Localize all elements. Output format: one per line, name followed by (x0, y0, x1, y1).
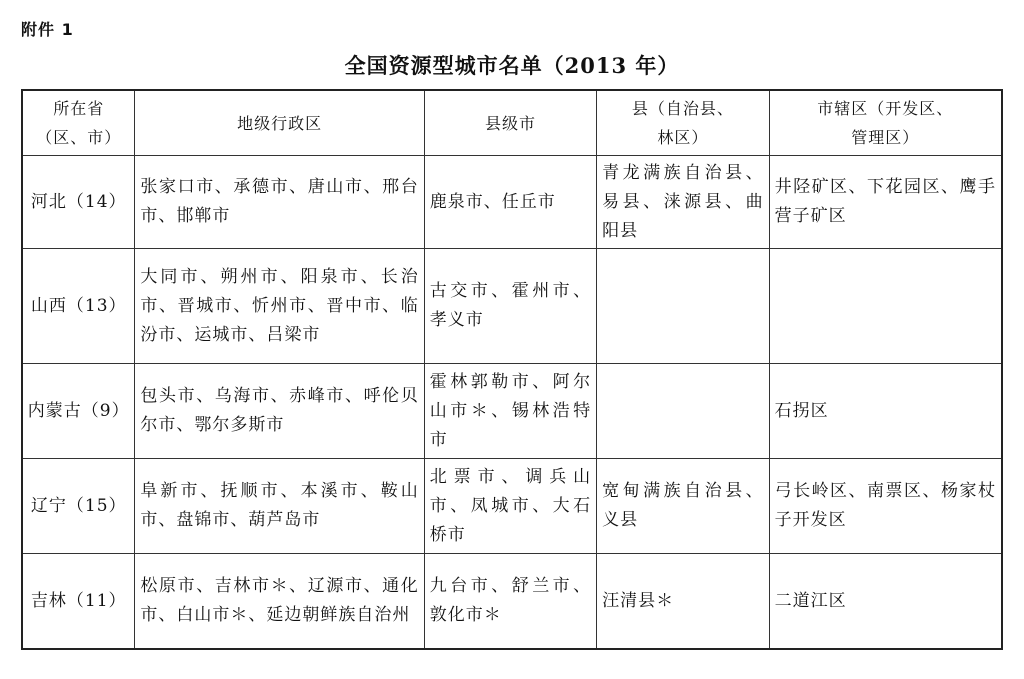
cell-prefecture: 包头市、乌海市、赤峰市、呼伦贝尔市、鄂尔多斯市 (135, 364, 424, 459)
table-row (22, 554, 1002, 650)
cell-province: 吉林（11） (22, 554, 135, 650)
cell-province: 内蒙古（9） (22, 364, 135, 459)
attachment-label: 附件 1 (21, 20, 74, 39)
resource-cities-table (21, 89, 1003, 650)
header-county (597, 90, 769, 156)
cell-district: 弓长岭区、南票区、杨家杖子开发区 (769, 459, 1002, 554)
table-row (22, 459, 1002, 554)
document-title: 全国资源型城市名单（2013 年） (344, 53, 680, 78)
cell-prefecture: 阜新市、抚顺市、本溪市、鞍山市、盘锦市、葫芦岛市 (135, 459, 424, 554)
cell-district: 二道江区 (769, 554, 1002, 650)
cell-province: 山西（13） (22, 249, 135, 364)
cell-prefecture: 张家口市、承德市、唐山市、邢台市、邯郸市 (135, 156, 424, 249)
cell-district: 石拐区 (769, 364, 1002, 459)
header-district-line2: 管理区） (851, 128, 920, 147)
header-district (769, 90, 1002, 156)
header-county-line1: 县（自治县、 (631, 99, 734, 118)
cell-county (597, 364, 769, 459)
header-province-line2: （区、市） (36, 128, 122, 147)
table-header-row (22, 90, 1002, 156)
cell-county: 汪清县＊ (597, 554, 769, 650)
header-district-line1: 市辖区（开发区、 (817, 99, 954, 118)
header-prefecture: 地级行政区 (135, 90, 424, 156)
cell-province: 河北（14） (22, 156, 135, 249)
cell-county: 青龙满族自治县、易县、涞源县、曲阳县 (597, 156, 769, 249)
cell-county-city: 九台市、舒兰市、敦化市＊ (424, 554, 596, 650)
cell-province: 辽宁（15） (22, 459, 135, 554)
cell-county-city: 霍林郭勒市、阿尔山市＊、锡林浩特市 (424, 364, 596, 459)
header-county-line2: 林区） (657, 128, 709, 147)
header-province-line1: 所在省 (53, 99, 105, 118)
cell-county (597, 249, 769, 364)
cell-county: 宽甸满族自治县、义县 (597, 459, 769, 554)
cell-district (769, 249, 1002, 364)
cell-county-city: 北票市、调兵山市、凤城市、大石桥市 (424, 459, 596, 554)
table-row (22, 249, 1002, 364)
cell-county-city: 古交市、霍州市、孝义市 (424, 249, 596, 364)
cell-county-city: 鹿泉市、任丘市 (424, 156, 596, 249)
cell-district: 井陉矿区、下花园区、鹰手营子矿区 (769, 156, 1002, 249)
table-row (22, 156, 1002, 249)
cell-prefecture: 大同市、朔州市、阳泉市、长治市、晋城市、忻州市、晋中市、临汾市、运城市、吕梁市 (135, 249, 424, 364)
cell-prefecture: 松原市、吉林市＊、辽源市、通化市、白山市＊、延边朝鲜族自治州 (135, 554, 424, 650)
table-row (22, 364, 1002, 459)
header-province (22, 90, 135, 156)
header-county-city: 县级市 (424, 90, 596, 156)
